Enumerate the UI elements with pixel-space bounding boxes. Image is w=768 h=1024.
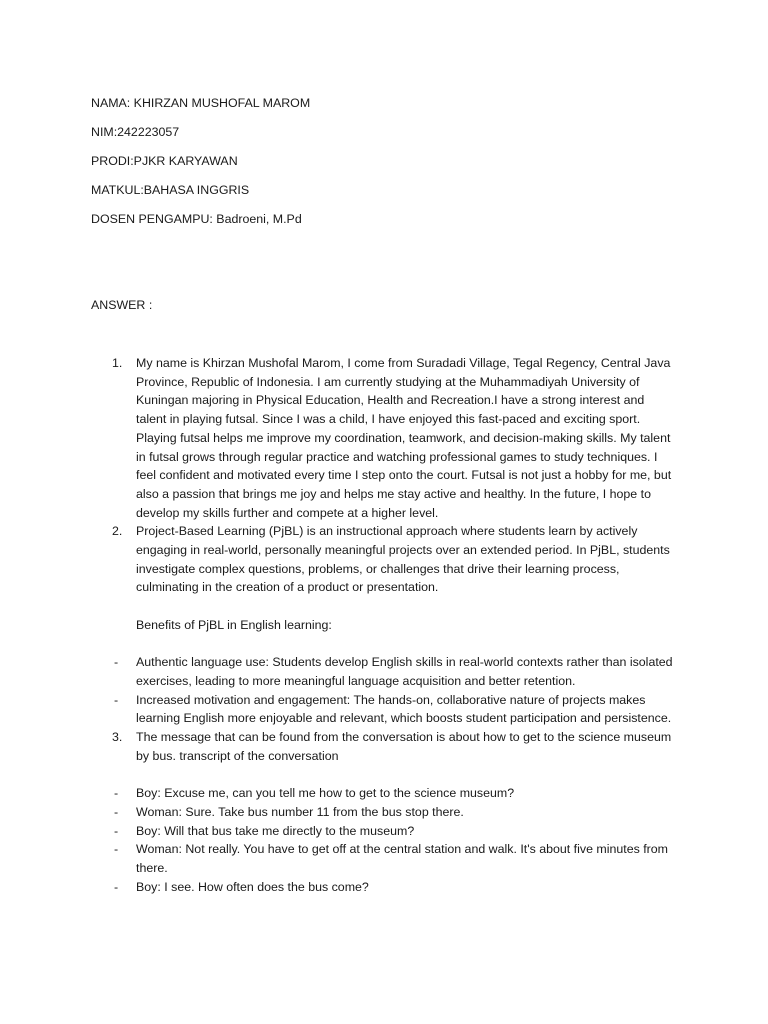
- bullet-dash: -: [114, 692, 119, 707]
- spacer: [0, 635, 768, 654]
- item-number: 2.: [112, 524, 123, 539]
- answer-item: [0, 522, 676, 597]
- benefit-item: [0, 653, 676, 690]
- conversation-text: Woman: Not really. You have to get off at the central station and walk. It's about five minutes from there.: [136, 842, 669, 875]
- item-number: 3.: [112, 730, 123, 745]
- course-name: MATKUL:BAHASA INGGRIS: [91, 183, 250, 197]
- study-program: PRODI:PJKR KARYAWAN: [91, 154, 238, 168]
- spacer: [0, 597, 768, 616]
- answer-label: ANSWER :: [91, 298, 153, 312]
- item-text: My name is Khirzan Mushofal Marom, I come from Suradadi Village, Tegal Regency, Central Java Province, Republic of Indonesia. I am currently studying at the Muhammadiyah University of Kuningan majoring in Physical Education, Health and Recreation.I have a strong interest and talent in playing futsal. Since I was a child, I have enjoyed this fast-paced and exciting sport. Playing futsal helps me improve my coordination, teamwork, and decision-making skills. My talent in futsal grows through regular practice and watching professional games to study techniques. I feel confident and motivated every time I step onto the court. Futsal is not just a hobby for me, but also a passion that brings me joy and helps me stay active and healthy. In the future, I hope to develop my skills further and compete at a higher level.: [136, 356, 672, 520]
- bullet-dash: -: [114, 823, 119, 838]
- conversation-line: [0, 822, 676, 841]
- benefit-text: Authentic language use: Students develop English skills in real-world contexts rather than isolated exercises, leading to more meaningful language acquisition and better retention.: [136, 655, 673, 688]
- conversation-text: Woman: Sure. Take bus number 11 from the bus stop there.: [136, 804, 464, 819]
- conversation-line: [0, 784, 676, 803]
- benefit-text: Increased motivation and engagement: The hands-on, collaborative nature of projects makes learning English more enjoyable and relevant, which boosts student participation and persistence.: [136, 692, 672, 726]
- answer-body: [0, 354, 768, 896]
- bullet-dash: -: [114, 842, 119, 857]
- conversation-text: Boy: Excuse me, can you tell me how to get to the science museum?: [136, 786, 515, 801]
- benefits-heading: Benefits of PjBL in English learning:: [136, 617, 332, 632]
- conversation-line: [0, 840, 676, 877]
- answer-item: [0, 728, 676, 765]
- bullet-dash: -: [114, 879, 119, 894]
- conversation-line: [0, 878, 676, 897]
- item-text: The message that can be found from the conversation is about how to get to the science museum by bus. transcript of the conversation: [136, 730, 672, 763]
- spacer: [0, 765, 768, 784]
- student-name: NAMA: KHIRZAN MUSHOFAL MAROM: [91, 96, 311, 110]
- bullet-dash: -: [114, 804, 119, 819]
- conversation-text: Boy: I see. How often does the bus come?: [136, 879, 369, 894]
- bullet-dash: -: [114, 786, 119, 801]
- conversation-line: [0, 803, 676, 822]
- answer-item: [0, 354, 676, 522]
- lecturer-name: DOSEN PENGAMPU: Badroeni, M.Pd: [91, 212, 302, 226]
- benefit-item: [0, 691, 676, 728]
- item-number: 1.: [112, 356, 123, 370]
- item-text: Project-Based Learning (PjBL) is an instructional approach where students learn by actively engaging in real-world, personally meaningful projects over an extended period. In PjBL, students investigate complex questions, problems, or challenges that drive their learning process, culminating in the creation of a product or presentation.: [136, 524, 670, 595]
- conversation-text: Boy: Will that bus take me directly to the museum?: [136, 823, 415, 838]
- bullet-dash: -: [114, 655, 119, 670]
- student-nim: NIM:242223057: [91, 125, 180, 139]
